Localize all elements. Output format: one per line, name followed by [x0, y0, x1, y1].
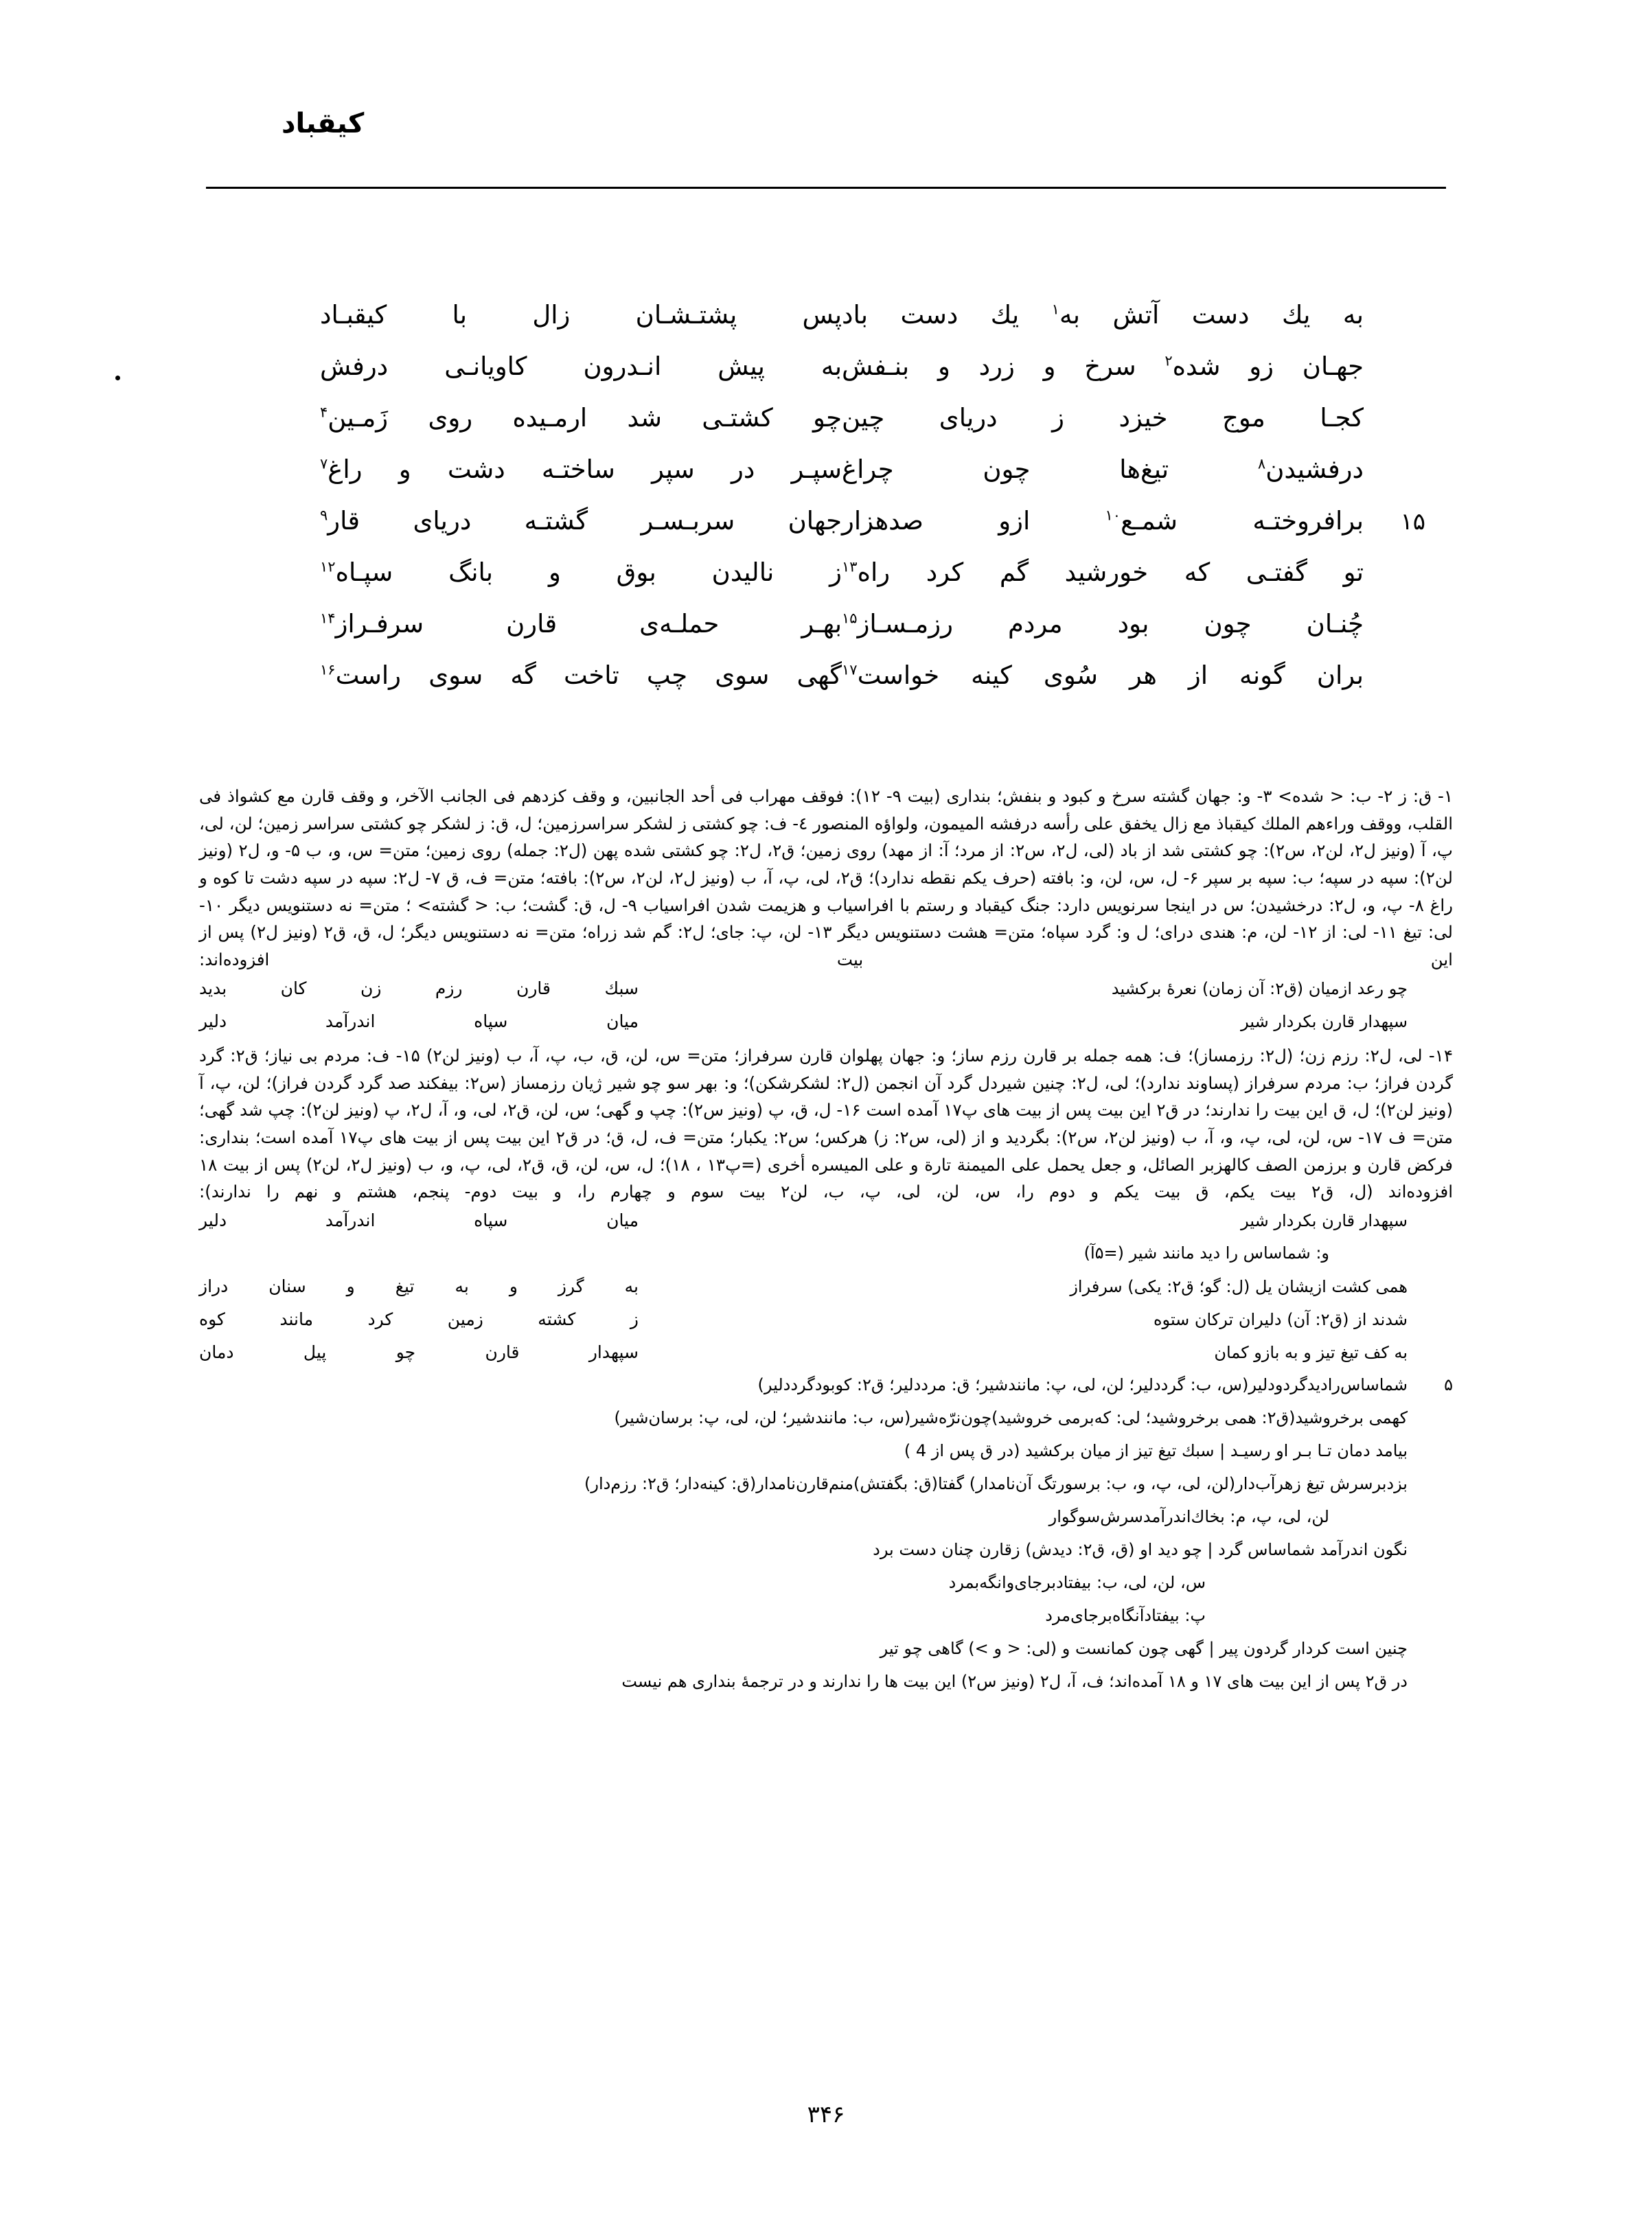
- footnote-marker: ۱: [1051, 301, 1059, 318]
- quoted-variant-note: کهمی برخروشید(ق۲: همی برخروشید؛ لی: که‌برمی خروشید)چون‌نرّه‌شیر(س، ب: مانندشیر؛ لن، لی، پ: برسان‌شیر): [614, 1407, 1408, 1427]
- verse-row: [227, 295, 1425, 347]
- quoted-verse-row: [199, 1008, 1453, 1041]
- footnote-marker: ۷: [320, 455, 328, 472]
- running-head: کیقباد: [282, 108, 365, 139]
- quoted-verse-row: [199, 1273, 1453, 1306]
- quoted-verse-row: [199, 1438, 1453, 1471]
- quoted-hemistich-left: سپهدار قارن بکردار شیر: [1241, 1210, 1408, 1230]
- hemistich-right-text: چو کشتـی شد ارمـیده روی زَمـین: [328, 403, 842, 433]
- hemistich-right: [292, 553, 842, 592]
- verse-row: [227, 656, 1425, 707]
- quoted-verse-row: [199, 1207, 1453, 1240]
- hemistich-right-text: بهـر حملـه‌ی قارن سرفـراز: [335, 609, 842, 639]
- quoted-verse-row: [199, 1635, 1453, 1668]
- hemistich-right-text: به پیش انـدرون کاویانـی درفش: [320, 352, 842, 381]
- hemistich-right: [292, 604, 842, 643]
- quoted-hemistich-right: ز کشته زمین کرد مانند کوه: [199, 1309, 639, 1329]
- footnote-marker: ۲: [1165, 352, 1173, 369]
- apparatus-line-number-5: ۵: [1444, 1375, 1453, 1394]
- verse-row: [227, 398, 1425, 450]
- footnote-marker: ۱۵: [842, 610, 858, 627]
- quoted-hemistich-left: همی کشت ازیشان یل (ل: گو؛ ق۲: یکی) سرفراز: [1070, 1276, 1408, 1296]
- footnote-marker: ۹: [320, 507, 328, 524]
- verse-block: [227, 295, 1425, 707]
- hemistich-left: [842, 604, 1364, 643]
- hemistich-left-tail: ازو صدهزار: [842, 506, 1105, 536]
- hemistich-left-text: درفشیدن: [1265, 455, 1364, 484]
- footnote-marker: ۱۳: [842, 558, 858, 575]
- hemistich-right: [292, 450, 842, 489]
- hemistich-left-text: تو گفتـی که خورشید گم کرد راه: [857, 558, 1364, 587]
- footnote-marker: ۱۷: [842, 661, 858, 678]
- quoted-verse-row-numbered: [199, 1372, 1453, 1405]
- footnote-marker: ۱۴: [320, 610, 336, 627]
- hemistich-right: [292, 347, 842, 386]
- footnote-marker: ۸: [1257, 455, 1266, 472]
- hemistich-right: [292, 295, 842, 334]
- quoted-variant-note-row: [199, 1405, 1453, 1438]
- quoted-verse-row: [199, 1306, 1453, 1339]
- hemistich-left-text: جهـان زو شده: [1172, 352, 1364, 381]
- hemistich-right: [292, 656, 842, 695]
- footnote-marker: ۱۶: [320, 661, 336, 678]
- hemistich-left: [842, 501, 1364, 540]
- hemistich-left-tail: تیغ‌ها چون چراغ: [842, 455, 1258, 484]
- apparatus-paragraph-1: ۱- ق: ز ۲- ب: < شده> ۳- و: جهان گشته سرخ و کبود و بنفش؛ بنداری (بیت ۹- ۱۲): فوقف مهراب فی أحد الجانبین، و وقف کزدهم فی الجانب الآخر، و وقف قارن مع کشواذ فی القلب، ووقف وراءهم الملك کیقباذ مع زال یخفق علی رأسه درفشه المیمون، ولواؤه المنصور ٤- ف: چو کشتی ز لشکر سراسرزمین؛ ل، ق: ز لشکر چو کشتی سراسر زمین؛ لن، لی، پ، آ (ونیز ل۲، لن۲، س۲): چو کشتی شد از باد (لی، ل۲، س۲: از مرد؛ آ: از مهد) روی زمین؛ ق۲، ل۲: چو کشتی شده پهن (ل۲: جمله) روی زمین؛ متن= س، و، ب ۵- و، ل۲ (ونیز لن۲): سپه در سپه؛ ب: سپه بر سپر ۶- ل، س، لن، و: بافته (حرف یکم نقطه ندارد)؛ ق۲، لی، پ، آ، ب (ونیز ل۲، لن۲، س۲): بافته؛ متن= ف، ق ۷- ل۲: سپه در سپه دشت تا کوه و راغ ۸- پ، و، ل۲: درخشیدن؛ س در اینجا سرنویس دارد: جنگ کیقباد و رستم با افراسیاب و هزیمت شدن افراسیاب ۹- ل، ق: گشت؛ ب: < گشته> ؛ متن= نه دستنویس دیگر ۱۰- لی: تیغ ۱۱- لی: از ۱۲- لن، م: هندی درای؛ ل و: گرد سپاه؛ متن= هشت دستنویس دیگر ۱۳- لن، پ: جای؛ ل۲: گم شد زراه؛ متن= نه دستنویس دیگر؛ ل، ق، ق۲ (ونیز ل۲) پس از این بیت افزوده‌اند:: [199, 786, 1454, 970]
- verse-row: [227, 347, 1425, 398]
- quoted-variant-note: و: شماساس را دید مانند شیر (=۵آ): [1083, 1243, 1329, 1263]
- quoted-verse-row: [199, 1471, 1453, 1504]
- hemistich-right-text: جهان سربـسـر گشتـه دریای قار: [328, 506, 842, 536]
- quoted-hemistich-right: میان سپاه اندرآمد دلیر: [199, 1011, 639, 1031]
- hemistich-left: [842, 450, 1364, 489]
- footnote-marker: ۱۲: [320, 558, 336, 575]
- quoted-hemistich-left: به کف تیغ تیز و به بازو کمان: [1214, 1342, 1408, 1362]
- apparatus-paragraph-2: ۱۴- لی، ل۲: رزم زن؛ (ل۲: رزمساز)؛ ف: همه جمله بر قارن رزم ساز؛ و: جهان پهلوان قارن سرفراز؛ متن= س، لن، ق، ب، پ، آ، ب (ونیز لن۲) ۱۵- ف: مردم بی نیاز؛ ق۲: گرد گردن فراز؛ ب: مردم سرفراز (پساوند ندارد)؛ لی، ل۲: چنین شیردل گرد آن انجمن (ل۲: لشکرشکن)؛ و: بهر سو چو شیر ژیان رزمساز (س۲: بیفکند صد گرد گردن فراز)؛ لن، پ، آ (ونیز لن۲)؛ ل، ق این بیت را ندارند؛ در ق۲ این بیت پس از بیت های پ۱۷ آمده است ۱۶- ل، ق، پ (ونیز س۲): چپ و گهی؛ س، لن، ق۲، لی، و، آ، ل۲، پ (ونیز لن۲): چپ شد گهی؛ متن= ف ۱۷- س، لن، لی، پ، و، آ، ب (ونیز لن۲، س۲): بگردید و از (لی، س۲: ز) هرکس؛ س۲: یکبار؛ متن= ف، ل، ق؛ در ق۲ این بیت پس از بیت های پ۱۷ آمده است؛ بنداری: فرکض قارن و برزمن الصف کالهزبر الصائل، و جعل یحمل علی المیمنة تارة و علی المیسره أخری (=پ۱۳ ، ۱۸)؛ ل، س، لن، ق، ق۲، لی، پ، و، ب (ونیز ل۲، لن۲) پس از بیت ۱۸ افزوده‌اند (ل، ق۲ بیت یکم، ق بیت یکم و دوم را، س، لن، لی، پ، ب، لن۲ بیت سوم و چهارم را، و بیت دوم- پنجم، هشتم و نهم را ندارند):: [199, 1045, 1454, 1202]
- hemistich-left: [842, 295, 1364, 334]
- hemistich-left-text: کجـا موج خیزد ز دریای چین: [842, 403, 1364, 433]
- quoted-variant-note: شماساس‌رادیدگردودلیر(س، ب: گرددلیر؛ لن، لی، پ: مانندشیر؛ ق: مرددلیر؛ ق۲: کوبودگرددلیر): [757, 1375, 1408, 1394]
- apparatus-closing-note: در ق۲ پس از این بیت های ۱۷ و ۱۸ آمده‌اند؛ ف، آ، ل۲ (ونیز س۲) این بیت ها را ندارند و در ترجمهٔ بنداری هم نیست: [621, 1671, 1408, 1691]
- apparatus-closing-note-row: [199, 1668, 1453, 1701]
- quoted-variant-note-row: [199, 1504, 1453, 1537]
- header-zone: [206, 110, 1446, 137]
- hemistich-left-tail: سرخ و زرد و بنـفش: [842, 352, 1165, 381]
- quoted-couplet-line: چنین است کردار گردون پیر | گهی چون کمانست و (لی: < و >) گاهی چو تیر: [880, 1638, 1408, 1658]
- verse-row: [227, 450, 1425, 501]
- hemistich-left: [842, 347, 1364, 386]
- hemistich-left: [842, 398, 1364, 437]
- quoted-verse-row: [199, 1537, 1453, 1570]
- header-rule: [206, 187, 1446, 189]
- hemistich-left-text: به یك دست آتش به: [1059, 300, 1364, 330]
- quoted-couplet-line: نگون اندرآمد شماساس گرد | چو دید او (ق، ق۲: دیدش) زقارن چنان دست برد: [873, 1539, 1408, 1559]
- quoted-verse-row: [199, 975, 1453, 1008]
- quoted-couplet-block-1: [199, 975, 1453, 1041]
- hemistich-right-text: پس پشتـشـان زال با کیقبـاد: [320, 300, 842, 330]
- verse-row: [227, 553, 1425, 604]
- hemistich-left-text: چُنـان چون بود مردم رزمـسـاز: [857, 609, 1364, 639]
- hemistich-right: [292, 501, 842, 540]
- verse-line-number-15: ۱۵: [1400, 508, 1425, 536]
- hemistich-right-text: گهی سوی چپ تاخت گه سوی راست: [335, 660, 842, 690]
- quoted-variant-note: س، لن، لی، ب: بیفتادبرجای‌وانگه‌بمرد: [948, 1572, 1206, 1592]
- quoted-hemistich-left: سپهدار قارن بکردار شیر: [1241, 1011, 1408, 1031]
- hemistich-left-tail: یك دست باد: [842, 300, 1052, 330]
- hemistich-left: [842, 656, 1364, 695]
- quoted-couplet-block-2: [199, 1207, 1453, 1701]
- quoted-couplet-line: بیامد دمان تـا بـر او رسیـد | سبك تیغ تیز از میان برکشید (در ق پس از 4 ): [904, 1440, 1408, 1460]
- folio-number: ۳۴۶: [807, 2101, 845, 2128]
- quoted-hemistich-left: چو رعد ازمیان (ق۲: آن زمان) نعرهٔ برکشید: [1111, 978, 1408, 998]
- quoted-variant-note: پ: بیفتادآنگاه‌برجای‌مرد: [1045, 1605, 1206, 1625]
- quoted-couplet-line: بزدبرسرش تیغ زهرآب‌دار(لن، لی، پ، و، ب: برسورتگ آن‌نامدار) گفتا(ق: بگفتش)منم‌قارن‌نامدار(ق: کینه‌دار؛ ق۲: رزم‌دار): [584, 1473, 1408, 1493]
- quoted-verse-row: [199, 1339, 1453, 1372]
- quoted-variant-note-row: [199, 1570, 1453, 1602]
- hemistich-left-text: بران گونه از هر سُوی کینه خواست: [857, 660, 1364, 690]
- quoted-hemistich-left: شدند از (ق۲: آن) دلیران ترکان ستوه: [1153, 1309, 1408, 1329]
- quoted-hemistich-right: سپهدار قارن چو پیل دمان: [199, 1342, 639, 1362]
- quoted-variant-note-row: [199, 1602, 1453, 1635]
- apparatus-criticus: [199, 783, 1453, 1703]
- quoted-hemistich-right: سبك قارن رزم زن کان بدید: [199, 978, 639, 998]
- quoted-variant-note-row: [199, 1240, 1453, 1273]
- hemistich-left-text: برافروختـه شمـع: [1121, 506, 1364, 536]
- hemistich-right: [292, 398, 842, 437]
- footnote-marker: ۴: [320, 404, 328, 421]
- footnote-marker: ۱۰: [1105, 507, 1121, 524]
- quoted-hemistich-right: به گرز و به تیغ و سنان دراز: [199, 1276, 639, 1296]
- hemistich-left: [842, 553, 1364, 592]
- hemistich-right-text: ز نالیدن بوق و بانگ سپـاه: [335, 558, 842, 587]
- quoted-hemistich-right: میان سپاه اندرآمد دلیر: [199, 1210, 639, 1230]
- hemistich-right-text: سپـر در سپر ساختـه دشت و راغ: [328, 455, 842, 484]
- stray-ink-dot: [115, 376, 120, 380]
- verse-row: [227, 604, 1425, 656]
- quoted-variant-note: لن، لی، پ، م: بخاك‌اندرآمدسرش‌سوگوار: [1048, 1506, 1329, 1526]
- verse-row: [227, 501, 1425, 553]
